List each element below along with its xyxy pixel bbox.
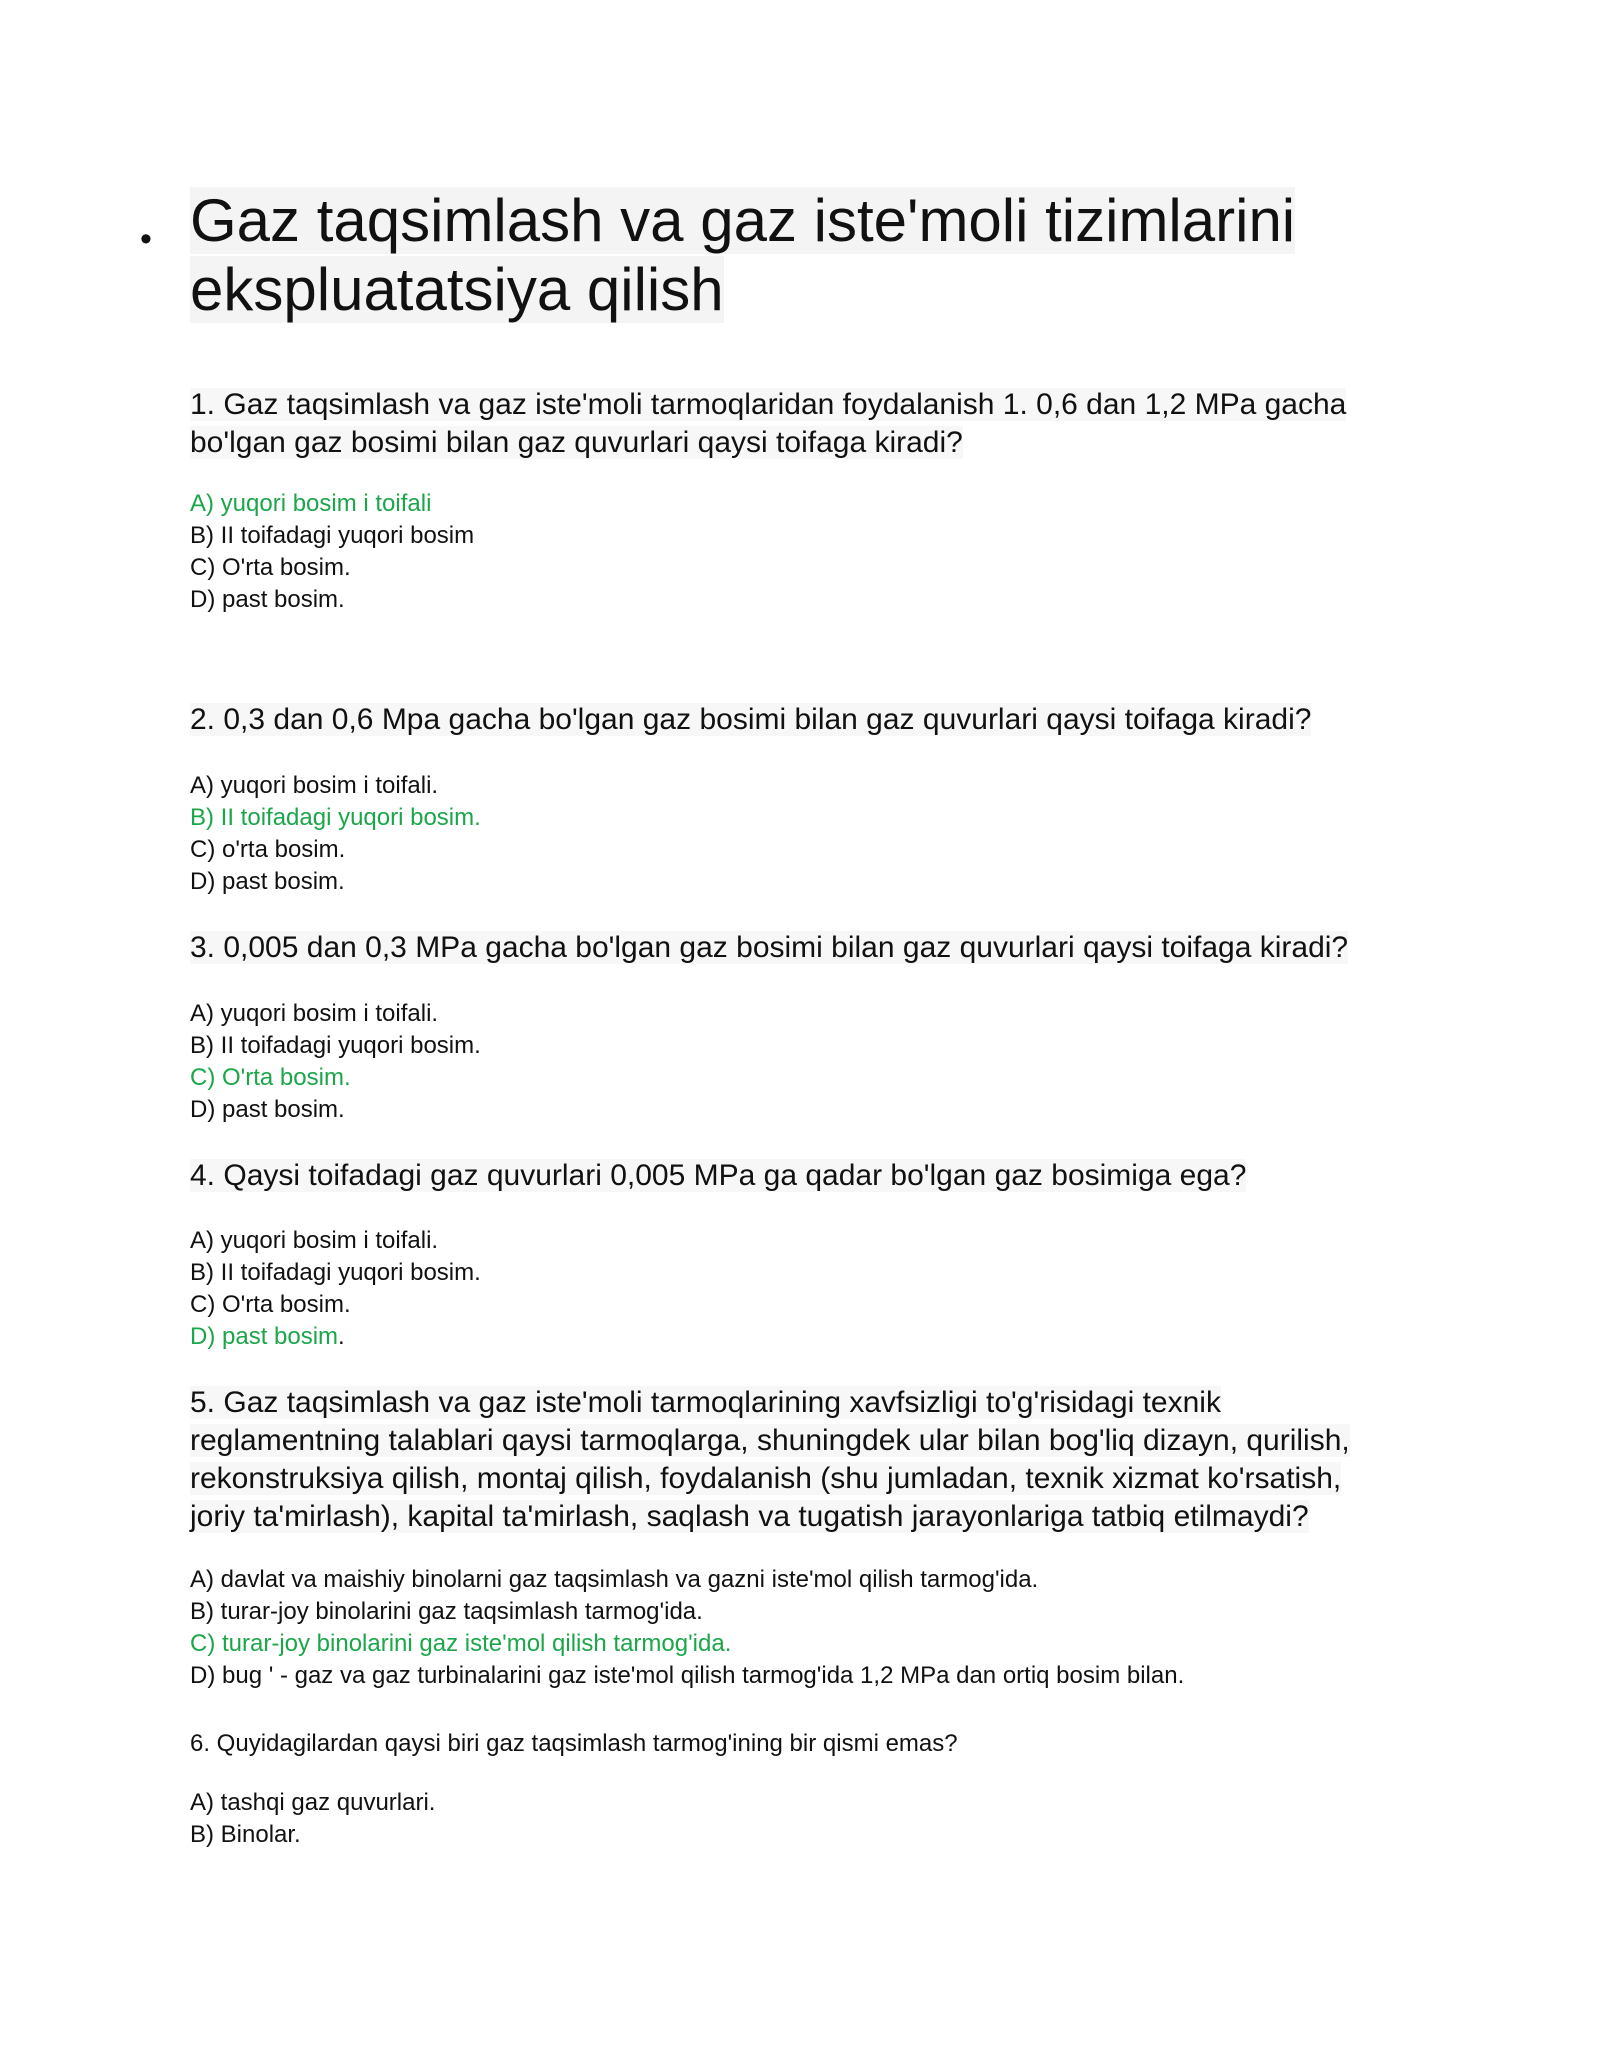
- question-4-line-1: 4. Qaysi toifadagi gaz quvurlari 0,005 MPa ga qadar bo'lgan gaz bosimiga ega?: [190, 1159, 1247, 1192]
- title-line-1: Gaz taqsimlash va gaz iste'moli tizimlarini: [190, 187, 1296, 254]
- question-4-option-d: [190, 1321, 1420, 1353]
- title-line-2: ekspluatatsiya qilish: [190, 256, 724, 323]
- question-4-option-c: C) O'rta bosim.: [190, 1291, 351, 1318]
- question-5-option-c: C) turar-joy binolarini gaz iste'mol qilish tarmog'ida.: [190, 1630, 732, 1657]
- question-5-option-b: B) turar-joy binolarini gaz taqsimlash tarmog'ida.: [190, 1598, 703, 1625]
- question-4-options: [190, 1225, 1420, 1353]
- question-2-option-d: D) past bosim.: [190, 868, 345, 895]
- question-5-options: [190, 1564, 1420, 1692]
- question-2-options: [190, 770, 1420, 898]
- question-4-option-a: A) yuqori bosim i toifali.: [190, 1227, 439, 1254]
- question-4-option-d-answer: D) past bosim: [190, 1323, 339, 1350]
- question-1-line-2: bo'lgan gaz bosimi bilan gaz quvurlari qaysi toifaga kiradi?: [190, 426, 963, 459]
- question-6-line-1: 6. Quyidagilardan qaysi biri gaz taqsimlash tarmog'ining bir qismi emas?: [190, 1730, 958, 1757]
- question-1-line-1: 1. Gaz taqsimlash va gaz iste'moli tarmoqlaridan foydalanish 1. 0,6 dan 1,2 MPa gacha: [190, 388, 1347, 421]
- question-5-line-2: reglamentning talablari qaysi tarmoqlarga, shuningdek ular bilan bog'liq dizayn, qurilish,: [190, 1424, 1350, 1457]
- question-5-option-a: A) davlat va maishiy binolarni gaz taqsimlash va gazni iste'mol qilish tarmog'ida.: [190, 1566, 1039, 1593]
- question-2-option-c: C) o'rta bosim.: [190, 836, 346, 863]
- question-3-option-a: A) yuqori bosim i toifali.: [190, 1000, 439, 1027]
- question-1-option-d: D) past bosim.: [190, 586, 345, 613]
- question-3-line-1: 3. 0,005 dan 0,3 MPa gacha bo'lgan gaz bosimi bilan gaz quvurlari qaysi toifaga kiradi?: [190, 931, 1349, 964]
- question-3-option-c: C) O'rta bosim.: [190, 1064, 351, 1091]
- question-1-option-c: C) O'rta bosim.: [190, 554, 351, 581]
- question-6-option-a: A) tashqi gaz quvurlari.: [190, 1789, 436, 1816]
- question-4: [190, 1157, 1420, 1195]
- title-bullet: •: [140, 220, 152, 258]
- question-1-option-b: B) II toifadagi yuqori bosim: [190, 522, 475, 549]
- question-2: [190, 701, 1420, 739]
- question-3-option-b: B) II toifadagi yuqori bosim.: [190, 1032, 481, 1059]
- question-4-option-b: B) II toifadagi yuqori bosim.: [190, 1259, 481, 1286]
- question-6-option-b: B) Binolar.: [190, 1821, 301, 1848]
- question-1-option-a: A) yuqori bosim i toifali: [190, 490, 432, 517]
- question-2-option-a: A) yuqori bosim i toifali.: [190, 772, 439, 799]
- question-6: [190, 1729, 1420, 1759]
- document-title: [190, 186, 1440, 324]
- question-3: [190, 929, 1420, 967]
- question-2-line-1: 2. 0,3 dan 0,6 Mpa gacha bo'lgan gaz bosimi bilan gaz quvurlari qaysi toifaga kiradi?: [190, 703, 1312, 736]
- question-5-line-3: rekonstruksiya qilish, montaj qilish, foydalanish (shu jumladan, texnik xizmat ko'rsatish,: [190, 1462, 1342, 1495]
- question-6-options: [190, 1787, 1420, 1851]
- question-1-options: [190, 488, 1420, 616]
- question-1: [190, 386, 1420, 462]
- question-5-option-d: D) bug ' - gaz va gaz turbinalarini gaz iste'mol qilish tarmog'ida 1,2 MPa dan ortiq bosim bilan.: [190, 1662, 1185, 1689]
- question-4-option-d-period: .: [338, 1323, 345, 1350]
- question-2-option-b: B) II toifadagi yuqori bosim.: [190, 804, 481, 831]
- question-5-line-1: 5. Gaz taqsimlash va gaz iste'moli tarmoqlarining xavfsizligi to'g'risidagi texnik: [190, 1386, 1221, 1419]
- question-5-line-4: joriy ta'mirlash), kapital ta'mirlash, saqlash va tugatish jarayonlariga tatbiq etilmaydi?: [190, 1500, 1309, 1533]
- question-5: [190, 1384, 1420, 1536]
- question-3-option-d: D) past bosim.: [190, 1096, 345, 1123]
- question-3-options: [190, 998, 1420, 1126]
